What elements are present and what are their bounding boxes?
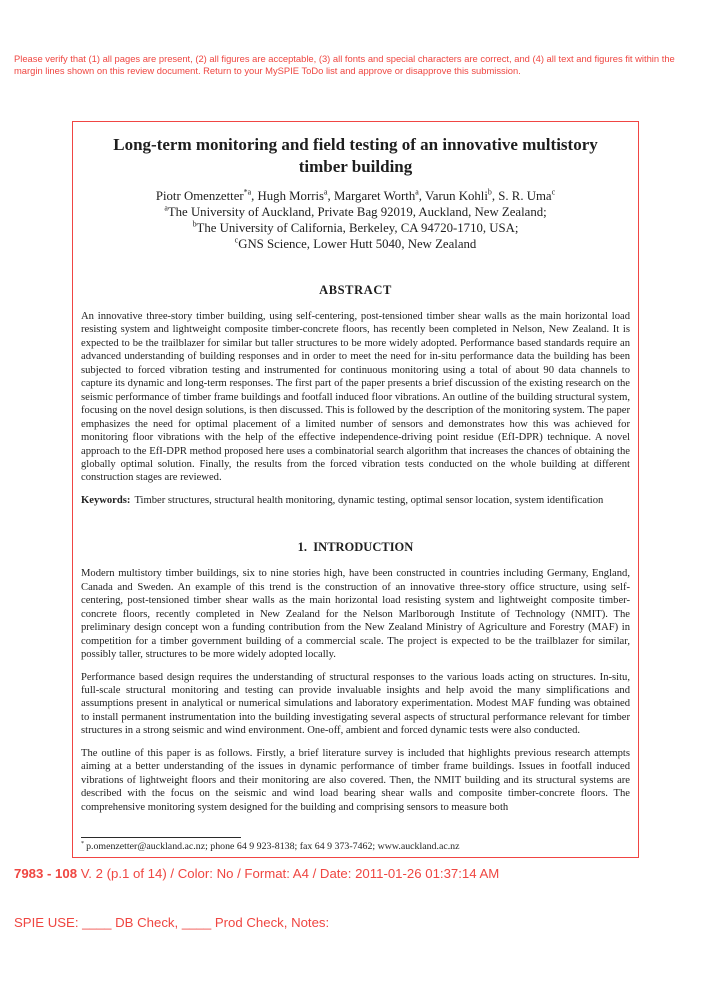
author-affiliation-mark: b xyxy=(487,187,492,197)
section-heading-introduction: 1. INTRODUCTION xyxy=(297,540,414,555)
body-paragraph: Performance based design requires the understanding of structural responses to the various loads acting on structures. In-situ, full-scale structural monitoring and testing can provide invaluable insights and help avoid the many simplifications and assumptions present in analytical or numerical simulations and laboratory experimentation. Modest MAF funding was obtained to install permanent instrumentation into the building investigating several aspects of structural performance relevant for timber structures in a strong seismic and wind environment. One-off, ambient and forced dynamic tests were also conducted. xyxy=(81,671,630,737)
footnote-block xyxy=(81,837,632,853)
author: Margaret Worth$^a$, xyxy=(333,187,425,203)
author-affiliation-mark: a xyxy=(415,187,419,197)
author: Hugh Morris$^a$, xyxy=(257,187,334,203)
footnote-text: p.omenzetter@auckland.ac.nz; phone 64 9 923-8138; fax 64 9 373-7462; www.auckland.ac.nz xyxy=(86,841,460,852)
submission-details: V. 2 (p.1 of 14) / Color: No / Format: A4 / Date: 2011-01-26 01:37:14 AM xyxy=(77,866,500,881)
abstract-heading: ABSTRACT xyxy=(319,283,392,297)
author: S. R. Uma$^c$ xyxy=(498,187,556,203)
submission-metadata-line xyxy=(14,866,674,881)
spie-use-line: SPIE USE: ____ DB Check, ____ Prod Check, Notes: xyxy=(14,915,330,930)
affiliation-line: $^b$The University of California, Berkeley, CA 94720-1710, USA; xyxy=(192,219,519,235)
keywords-text: Timber structures, structural health monitoring, dynamic testing, optimal sensor location, system identification xyxy=(134,494,604,506)
review-instructions: Please verify that (1) all pages are present, (2) all figures are acceptable, (3) all fonts and special characters are correct, and (4) all text and figures fit within the margin lines shown on this review document. Return to your MySPIE ToDo list and approve or disapprove this submission. xyxy=(14,53,675,76)
footnote-rule xyxy=(81,837,241,838)
keywords-line xyxy=(81,494,630,507)
paper-title: Long-term monitoring and field testing of an innovative multistory timber building xyxy=(113,135,598,176)
affiliation-line: $^a$The University of Auckland, Private Bag 92019, Auckland, New Zealand; xyxy=(164,203,547,219)
author-affiliation-mark: c xyxy=(551,187,556,197)
keywords-label: Keywords: xyxy=(81,494,131,506)
author-affiliation-mark: *a xyxy=(243,187,252,197)
body-paragraph: Modern multistory timber buildings, six to nine stories high, have been constructed in countries including Germany, England, Canada and Sweden. An example of this trend is the construction of an innovative three-story office structure, using self-centering, post-tensioned timber shear walls as the main horizontal load resisting system and lightweight composite timber-concrete floors, recently completed in New Zealand for the Nelson Marlborough Institute of Technology (NMIT). The preliminary design concept won a funding contribution from the New Zealand Ministry of Agriculture and Forestry (MAF) in competition for a timber government building of a commercial scale. The project is expected to be the trailblazer for similar, possibly taller, structures to be more widely adopted locally. xyxy=(81,568,630,661)
manuscript-margin-frame xyxy=(72,121,639,858)
abstract-paragraph: An innovative three-story timber building, using self-centering, post-tensioned timber shear walls as the main horizontal load resisting system and lightweight composite timber-concrete floors, has recently been completed in Nelson, New Zealand. It is expected to be the trailblazer for similar but taller structures to be more widely adopted. Performance based standards require an advanced understanding of building responses and in order to meet the need for in-situ performance data the building has been subjected to forced vibration testing and instrumented for continuous monitoring using a total of about 90 data channels to capture its dynamic and long-term responses. The first part of the paper presents a brief discussion of the existing research on the seismic performance of timber frame buildings and footfall induced floor vibrations. An outline of the building structural system, focusing on the novel design solutions, is then discussed. This is followed by the description of the monitoring system. The paper emphasizes the need for optimal placement of a limited number of sensors and demonstrates how this was achieved for monitoring floor vibrations with the help of the effective independence-driving point residue (EfI-DPR) technique. A novel approach to the EfI-DPR method proposed here uses a combinatorial search algorithm that increases the chances of obtaining the globally optimal solution. Finally, the results from the forced vibration tests conducted on the whole building at different construction stages are reviewed. xyxy=(81,311,630,484)
author-affiliation-mark: a xyxy=(324,187,328,197)
corresponding-author-footnote xyxy=(81,841,632,853)
paper-number: 7983 - 108 xyxy=(14,866,78,881)
body-paragraph: The outline of this paper is as follows. Firstly, a brief literature survey is included that highlights previous research attempts aiming at a better understanding of the issues in dynamic performance of timber frame buildings. Issues in footfall induced vibrations of lightweight floors and their monitoring are also covered. Then, the NMIT building and its structural systems are described with the focus on the seismic and wind load bearing shear walls and composite timber-concrete floors. The comprehensive monitoring system designed for the building and comprising sensors to measure both xyxy=(81,747,630,813)
affiliation-line: $^c$GNS Science, Lower Hutt 5040, New Zealand xyxy=(234,235,477,251)
author: Varun Kohli$^b$, xyxy=(424,187,499,203)
author-line xyxy=(81,188,630,204)
footnote-marker: * xyxy=(81,840,85,847)
author: Piotr Omenzetter$^{*a}$, xyxy=(155,187,258,203)
